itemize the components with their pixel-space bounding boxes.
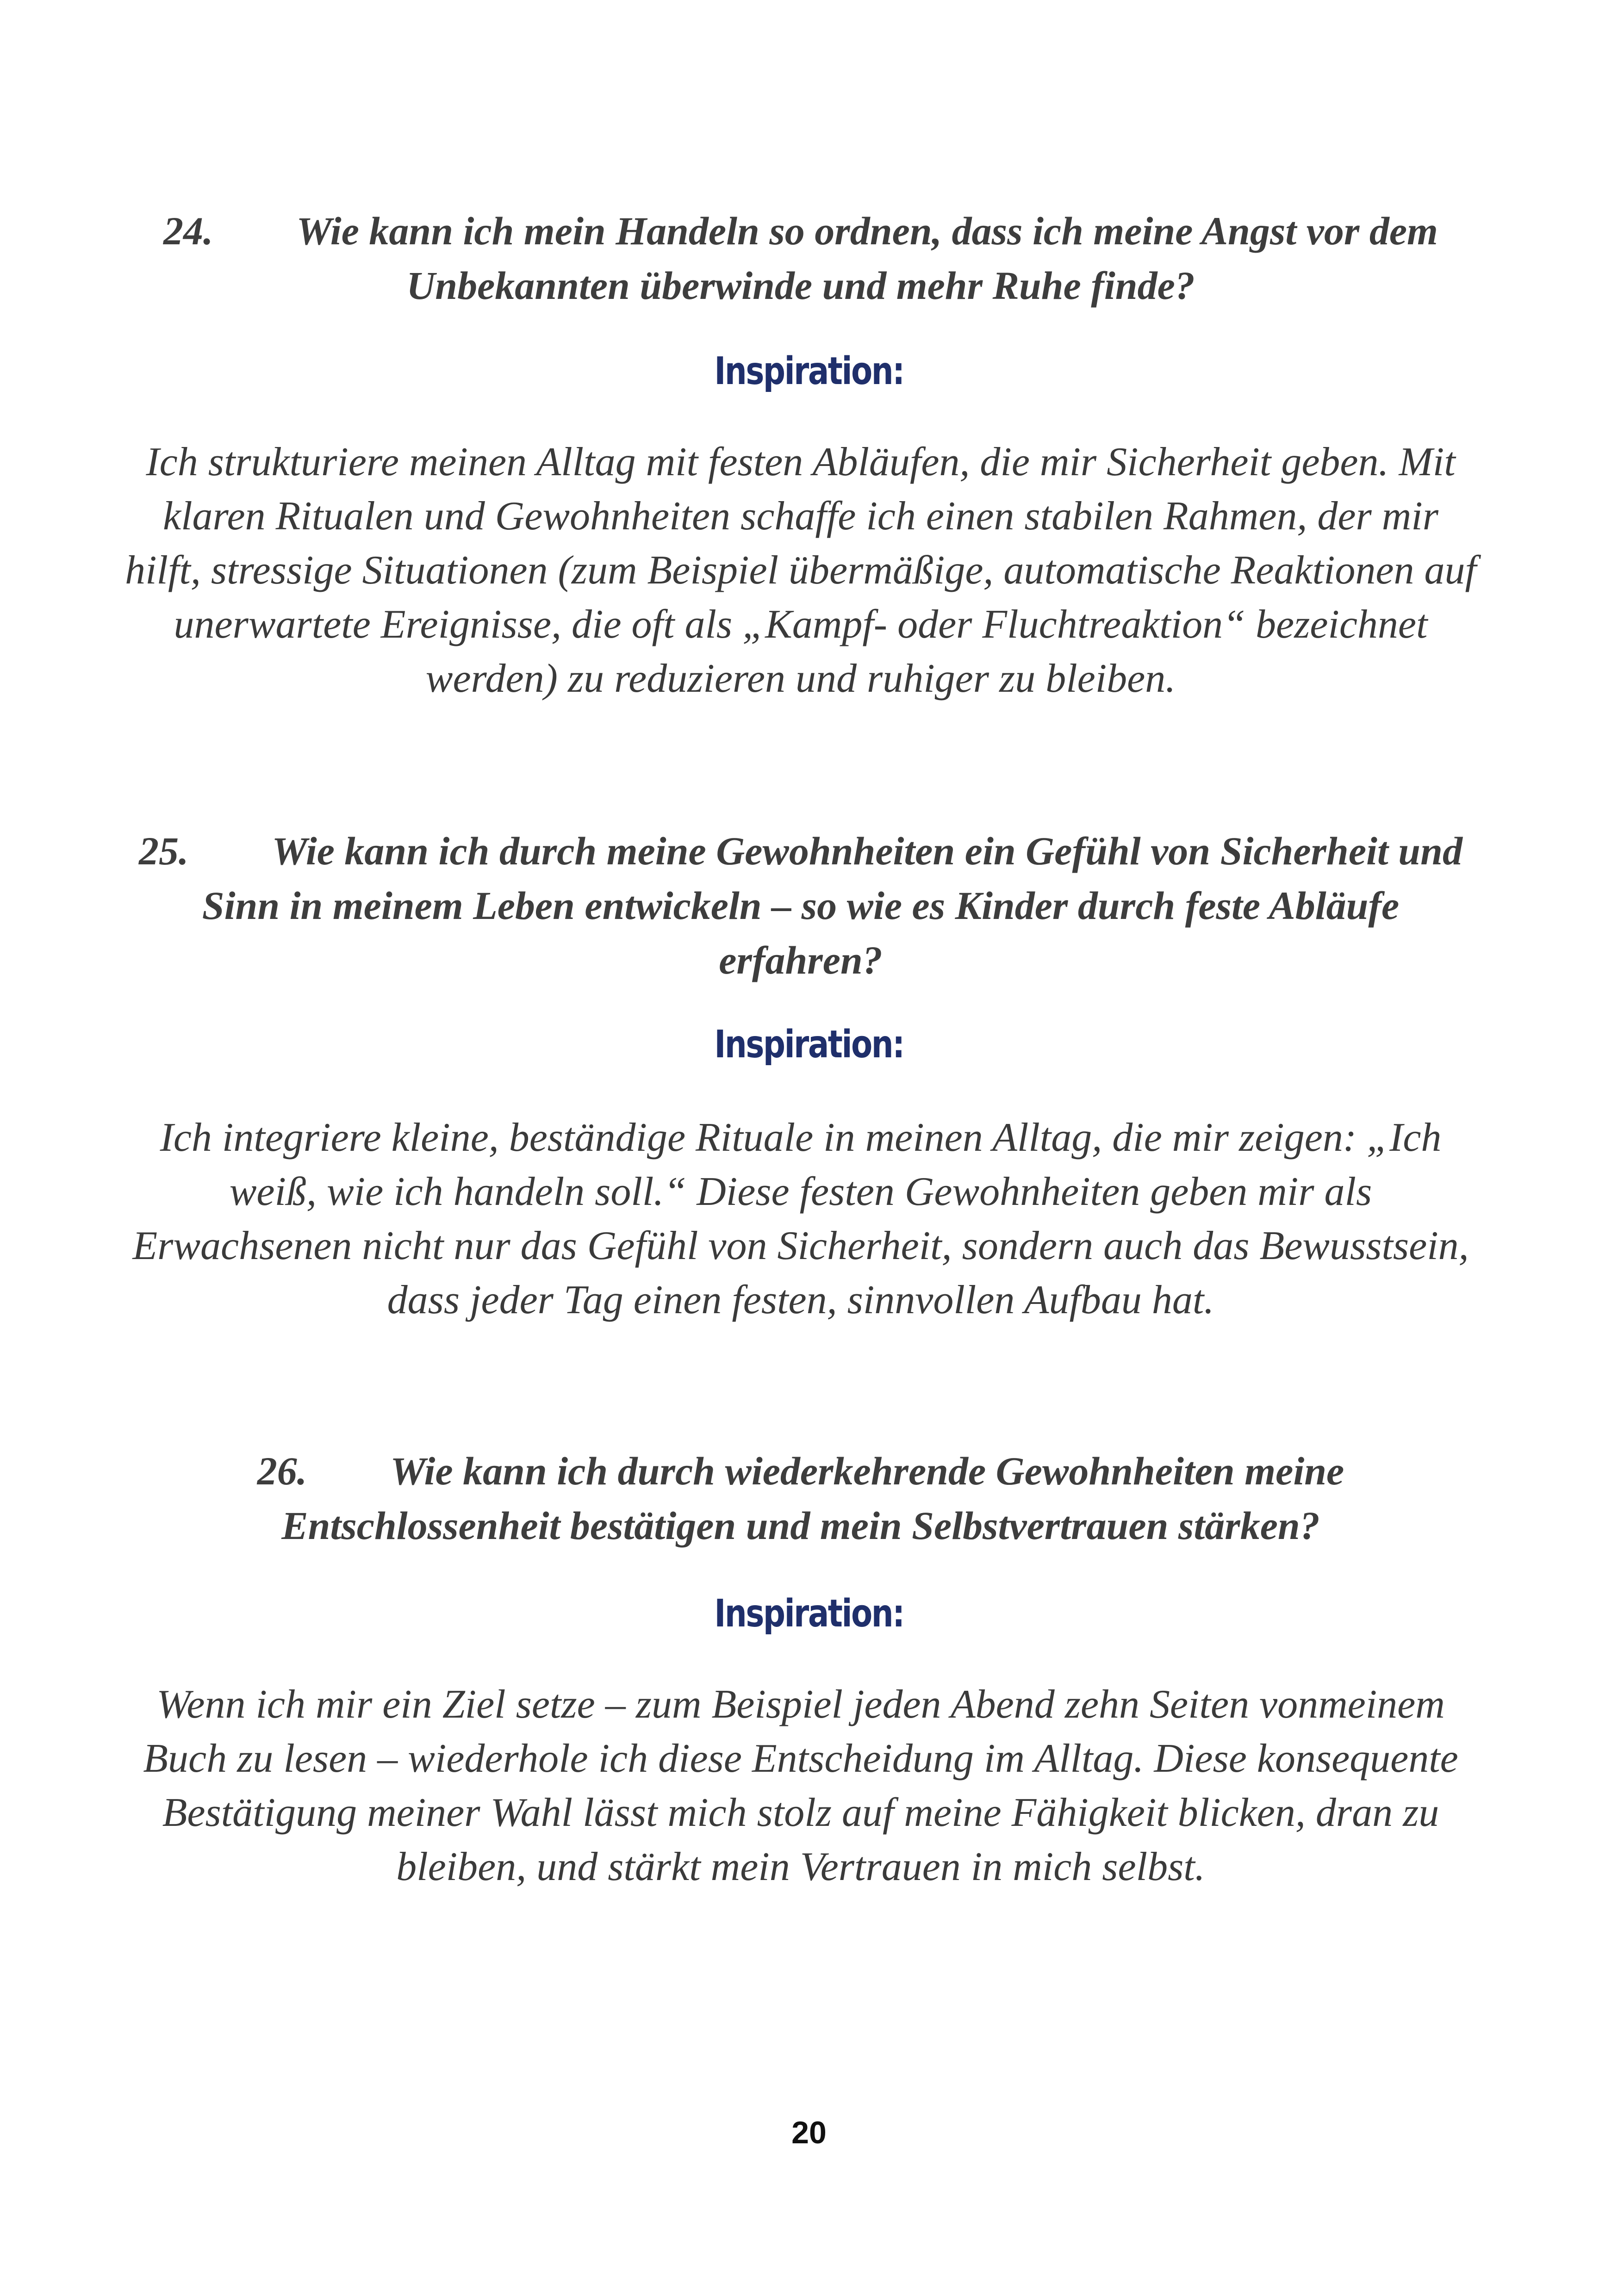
- question-number: 24.: [163, 209, 213, 253]
- question-text: Wie kann ich mein Handeln so ordnen, dass ich meine Angst vor dem Unbekannten überwinde und mehr Ruhe finde?: [296, 209, 1438, 308]
- question-text: Wie kann ich durch wiederkehrende Gewohnheiten meine Entschlossenheit bestätigen und mein Selbstvertrauen stärken?: [281, 1449, 1344, 1548]
- question-25: [134, 824, 1467, 987]
- answer-25: Ich integriere kleine, beständige Rituale in meinen Alltag, die mir zeigen: „Ich weiß, wie ich handeln soll.“ Diese festen Gewohnheiten geben mir als Erwachsenen nicht nur das Gefühl von Sicherheit, sondern auch das Bewusstsein, dass jeder Tag einen festen, sinnvollen Aufbau hat.: [132, 1115, 1469, 1322]
- question-26: [134, 1444, 1467, 1553]
- answer-26: Wenn ich mir ein Ziel setze – zum Beispiel jeden Abend zehn Seiten vonmeinem Buch zu lesen – wiederhole ich diese Entscheidung im Alltag. Diese konsequente Bestätigung meiner Wahl lässt mich stolz auf meine Fähigkeit blicken, dran zu bleiben, und stärkt mein Vertrauen in mich selbst.: [143, 1682, 1458, 1889]
- answer-24: Ich strukturiere meinen Alltag mit festen Abläufen, die mir Sicherheit geben. Mit klaren Ritualen und Gewohnheiten schaffe ich einen stabilen Rahmen, der mir hilft, stressige Situationen (zum Beispiel übermäßige, automatische Reaktionen auf unerwartete Ereignisse, die oft als „Kampf- oder Fluchtreaktion“ bezeichnet werden) zu reduzieren und ruhiger zu bleiben.: [125, 440, 1476, 701]
- page-number: 20: [791, 2115, 827, 2150]
- inspiration-heading: Inspiration:: [714, 349, 904, 393]
- question-24: [134, 204, 1467, 313]
- inspiration-heading: Inspiration:: [714, 1023, 904, 1067]
- question-number: 26.: [257, 1449, 307, 1493]
- question-number: 25.: [139, 829, 189, 873]
- question-text: Wie kann ich durch meine Gewohnheiten ein Gefühl von Sicherheit und Sinn in meinem Leben entwickeln – so wie es Kinder durch feste Abläufe erfahren?: [202, 829, 1462, 982]
- inspiration-heading: Inspiration:: [714, 1592, 904, 1636]
